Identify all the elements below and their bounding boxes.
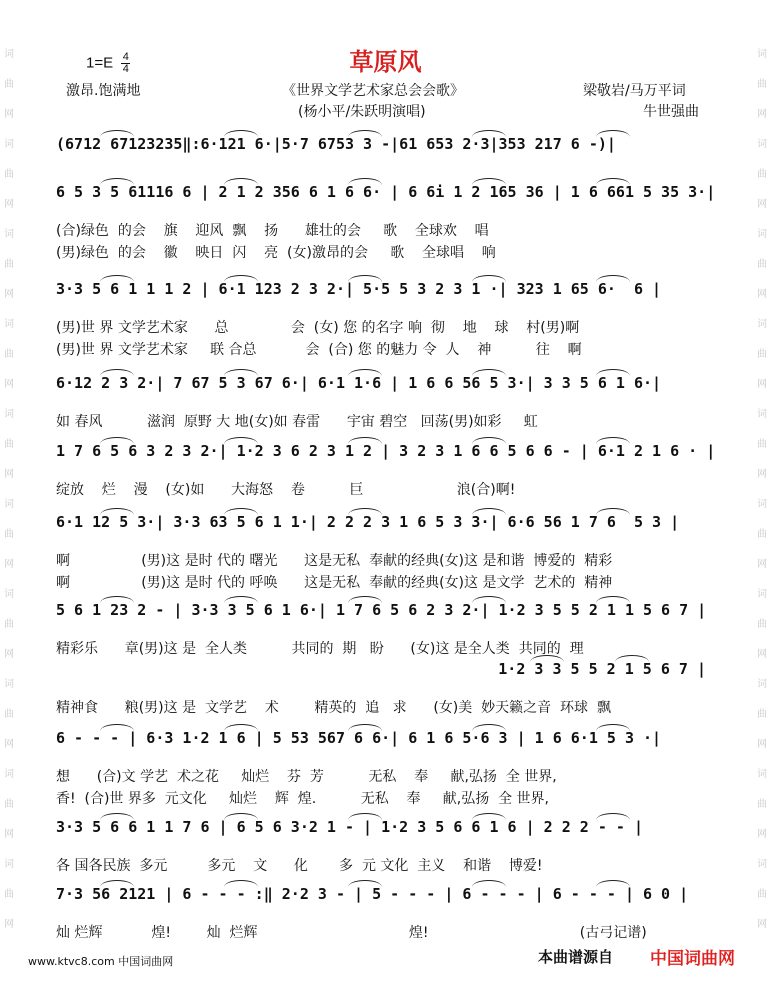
- watermark-char: 词: [4, 139, 14, 150]
- slur-mark: [224, 508, 258, 515]
- lyric-line: 绽放 烂 漫 (女)如 大海怒 卷 巨 浪(合)啊!: [56, 482, 516, 498]
- watermark-char: 网: [757, 379, 767, 390]
- lyric-line: (男)绿色 的会 徽 映日 闪 亮 (女)激昂的会 歌 全球唱 响: [56, 245, 496, 261]
- slur-mark: [100, 508, 134, 515]
- slur-mark: [596, 437, 630, 444]
- watermark-char: 词: [757, 409, 767, 420]
- watermark-char: 曲: [757, 529, 767, 540]
- slur-mark: [100, 275, 134, 282]
- watermark-char: 曲: [4, 259, 14, 270]
- slur-mark: [224, 437, 258, 444]
- slur-mark: [596, 508, 630, 515]
- watermark-char: 词: [757, 229, 767, 240]
- watermark-char: 网: [4, 739, 14, 750]
- watermark-char: 曲: [4, 349, 14, 360]
- watermark-char: 词: [4, 769, 14, 780]
- watermark-char: 网: [757, 109, 767, 120]
- song-subtitle: 《世界文学艺术家总会会歌》: [282, 83, 464, 99]
- watermark-char: 网: [757, 919, 767, 930]
- notation-line: 3·3 5 6 6 1 1 7 6 | 6 5 6 3·2 1 - | 1·2 3 5 6 6 1 6 | 2 2 2 - - |: [56, 818, 643, 836]
- watermark-char: 词: [4, 49, 14, 60]
- watermark-char: 曲: [757, 349, 767, 360]
- composer-credit: 牛世强曲: [643, 104, 699, 120]
- notation-line: 1·2 3 3 5 5 2 1 5 6 7 |: [498, 660, 706, 678]
- lyric-line: (男)世 界 文学艺术家 总 会 (女) 您 的名字 响 彻 地 球 村(男)啊: [56, 320, 580, 336]
- slur-mark: [348, 178, 382, 185]
- slur-mark: [530, 655, 564, 662]
- watermark-char: 曲: [4, 79, 14, 90]
- performance-direction: 激昂.饱满地: [66, 83, 141, 99]
- watermark-char: 网: [4, 649, 14, 660]
- watermark-char: 词: [757, 679, 767, 690]
- watermark-char: 曲: [4, 619, 14, 630]
- slur-mark: [100, 130, 134, 137]
- lyric-line: 啊 (男)这 是时 代的 曙光 这是无私 奉献的经典(女)这 是和谐 博爱的 精彩: [56, 553, 613, 569]
- notation-line: 1 7 6 5 6 3 2 3 2·| 1·2 3 6 2 3 1 2 | 3 2 3 1 6 6 5 6 6 - | 6·1 2 1 6 · |: [56, 442, 716, 460]
- watermark-char: 词: [757, 859, 767, 870]
- watermark-char: 曲: [4, 709, 14, 720]
- slur-mark: [100, 369, 134, 376]
- lyric-line: 想 (合)文 学艺 术之花 灿烂 芬 芳 无私 奉 献,弘扬 全 世界,: [56, 769, 557, 785]
- watermark-char: 网: [757, 559, 767, 570]
- slur-mark: [472, 178, 506, 185]
- watermark-char: 曲: [4, 169, 14, 180]
- slur-mark: [224, 275, 258, 282]
- notation-line: (6712 67123235‖:6·121 6·|5·7 6753 3 -|61 653 2·3|353 217 6 -)|: [56, 135, 616, 153]
- slur-mark: [100, 813, 134, 820]
- key-text: 1=E: [86, 54, 114, 72]
- watermark-char: 网: [757, 829, 767, 840]
- watermark-char: 词: [4, 499, 14, 510]
- lyric-line: 如 春风 滋润 原野 大 地(女)如 春雷 宇宙 碧空 回荡(男)如彩 虹: [56, 414, 538, 430]
- slur-mark: [596, 813, 630, 820]
- watermark-char: 网: [4, 199, 14, 210]
- watermark-char: 词: [757, 49, 767, 60]
- watermark-char: 词: [4, 679, 14, 690]
- lyric-line: 精彩乐 章(男)这 是 全人类 共同的 期 盼 (女)这 是全人类 共同的 理: [56, 641, 584, 657]
- watermark-char: 网: [757, 649, 767, 660]
- slur-mark: [596, 130, 630, 137]
- song-title: 草原风: [349, 48, 422, 76]
- watermark-char: 网: [4, 289, 14, 300]
- watermark-char: 词: [4, 229, 14, 240]
- slur-mark: [348, 369, 382, 376]
- watermark-char: 曲: [4, 529, 14, 540]
- slur-mark: [348, 508, 382, 515]
- notation-line: 5 6 1 23 2 - | 3·3 3 5 6 1 6·| 1 7 6 5 6 2 3 2·| 1·2 3 5 5 2 1 1 5 6 7 |: [56, 601, 707, 619]
- watermark-char: 词: [4, 589, 14, 600]
- lyric-line: 香! (合)世 界多 元文化 灿烂 辉 煌. 无私 奉 献,弘扬 全 世界,: [56, 791, 549, 807]
- watermark-left: [2, 40, 16, 940]
- watermark-char: 网: [4, 469, 14, 480]
- watermark-char: 曲: [757, 79, 767, 90]
- notation-line: 3·3 5 6 1 1 1 2 | 6·1 123 2 3 2·| 5·5 5 3 2 3 1 ·| 323 1 65 6· 6 |: [56, 280, 662, 298]
- time-top: 4: [122, 51, 129, 63]
- slur-mark: [100, 596, 134, 603]
- lyric-line: 精神食 粮(男)这 是 文学艺 术 精英的 追 求 (女)美 妙天籁之音 环球 飘: [56, 700, 611, 716]
- slur-mark: [348, 275, 382, 282]
- watermark-char: 曲: [757, 799, 767, 810]
- time-bottom: 4: [122, 63, 129, 75]
- slur-mark: [472, 813, 506, 820]
- slur-mark: [348, 813, 382, 820]
- watermark-char: 网: [4, 379, 14, 390]
- slur-mark: [348, 724, 382, 731]
- watermark-char: 曲: [4, 889, 14, 900]
- watermark-char: 词: [4, 859, 14, 870]
- slur-mark: [615, 655, 649, 662]
- slur-mark: [224, 813, 258, 820]
- watermark-char: 网: [4, 919, 14, 930]
- slur-mark: [472, 880, 506, 887]
- watermark-char: 网: [757, 469, 767, 480]
- watermark-char: 曲: [757, 439, 767, 450]
- slur-mark: [596, 275, 630, 282]
- watermark-char: 网: [757, 739, 767, 750]
- slur-mark: [472, 369, 506, 376]
- slur-mark: [596, 596, 630, 603]
- slur-mark: [224, 178, 258, 185]
- watermark-char: 词: [757, 139, 767, 150]
- slur-mark: [224, 596, 258, 603]
- slur-mark: [472, 508, 506, 515]
- notation-line: 6·12 2 3 2·| 7 67 5 3 67 6·| 6·1 1·6 | 1 6 6 56 5 3·| 3 3 5 6 1 6·|: [56, 374, 662, 392]
- slur-mark: [224, 880, 258, 887]
- watermark-char: 曲: [757, 259, 767, 270]
- lyric-line: 灿 烂辉 煌! 灿 烂辉 煌! (古弓记谱): [56, 925, 647, 941]
- watermark-right: [755, 40, 769, 940]
- watermark-char: 词: [4, 319, 14, 330]
- slur-mark: [100, 880, 134, 887]
- notation-line: 6·1 12 5 3·| 3·3 63 5 6 1 1·| 2 2 2 3 1 6 5 3 3·| 6·6 56 1 7 6 5 3 |: [56, 513, 680, 531]
- watermark-char: 曲: [757, 709, 767, 720]
- slur-mark: [596, 369, 630, 376]
- watermark-char: 曲: [757, 619, 767, 630]
- watermark-char: 网: [757, 199, 767, 210]
- slur-mark: [348, 130, 382, 137]
- notation-line: 6 - - - | 6·3 1·2 1 6 | 5 53 567 6 6·| 6 1 6 5·6 3 | 1 6 6·1 5 3 ·|: [56, 729, 662, 747]
- lyricist-credit: 梁敬岩/马万平词: [583, 83, 686, 99]
- watermark-char: 网: [4, 829, 14, 840]
- slur-mark: [348, 880, 382, 887]
- slur-mark: [348, 596, 382, 603]
- watermark-char: 曲: [4, 799, 14, 810]
- slur-mark: [472, 596, 506, 603]
- watermark-char: 词: [757, 589, 767, 600]
- source-url: www.ktvc8.com 中国词曲网: [28, 955, 174, 968]
- notation-line: 6 5 3 5 61116 6 | 2 1 2 356 6 1 6 6· | 6 6i 1 2 165 36 | 1 6 661 5 35 3·|: [56, 183, 716, 201]
- slur-mark: [100, 437, 134, 444]
- watermark-char: 曲: [4, 439, 14, 450]
- watermark-char: 词: [4, 409, 14, 420]
- slur-mark: [596, 178, 630, 185]
- slur-mark: [348, 437, 382, 444]
- slur-mark: [224, 724, 258, 731]
- slur-mark: [224, 369, 258, 376]
- singers: (杨小平/朱跃明演唱): [298, 104, 426, 120]
- lyric-line: (男)世 界 文学艺术家 联 合总 会 (合) 您 的魅力 令 人 神 往 啊: [56, 342, 582, 358]
- watermark-char: 网: [757, 289, 767, 300]
- watermark-char: 词: [757, 499, 767, 510]
- lyric-line: (合)绿色 的会 旗 迎风 飘 扬 雄壮的会 歌 全球欢 唱: [56, 223, 489, 239]
- slur-mark: [224, 130, 258, 137]
- watermark-char: 网: [4, 559, 14, 570]
- lyric-line: 啊 (男)这 是时 代的 呼唤 这是无私 奉献的经典(女)这 是文学 艺术的 精神: [56, 575, 613, 591]
- slur-mark: [472, 437, 506, 444]
- watermark-char: 网: [4, 109, 14, 120]
- notation-line: 7·3 56 2121 | 6 - - - :‖ 2·2 3 - | 5 - - - | 6 - - - | 6 - - - | 6 0 |: [56, 885, 689, 903]
- slur-mark: [100, 724, 134, 731]
- slur-mark: [596, 880, 630, 887]
- slur-mark: [100, 178, 134, 185]
- watermark-char: 曲: [757, 889, 767, 900]
- slur-mark: [472, 724, 506, 731]
- watermark-char: 词: [757, 319, 767, 330]
- watermark-char: 曲: [757, 169, 767, 180]
- lyric-line: 各 国各民族 多元 多元 文 化 多 元 文化 主义 和谐 博爱!: [56, 858, 543, 874]
- slur-mark: [596, 724, 630, 731]
- source-site: 中国词曲网: [650, 949, 735, 969]
- slur-mark: [472, 275, 506, 282]
- slur-mark: [472, 130, 506, 137]
- source-label: 本曲谱源自: [538, 948, 614, 966]
- watermark-char: 词: [757, 769, 767, 780]
